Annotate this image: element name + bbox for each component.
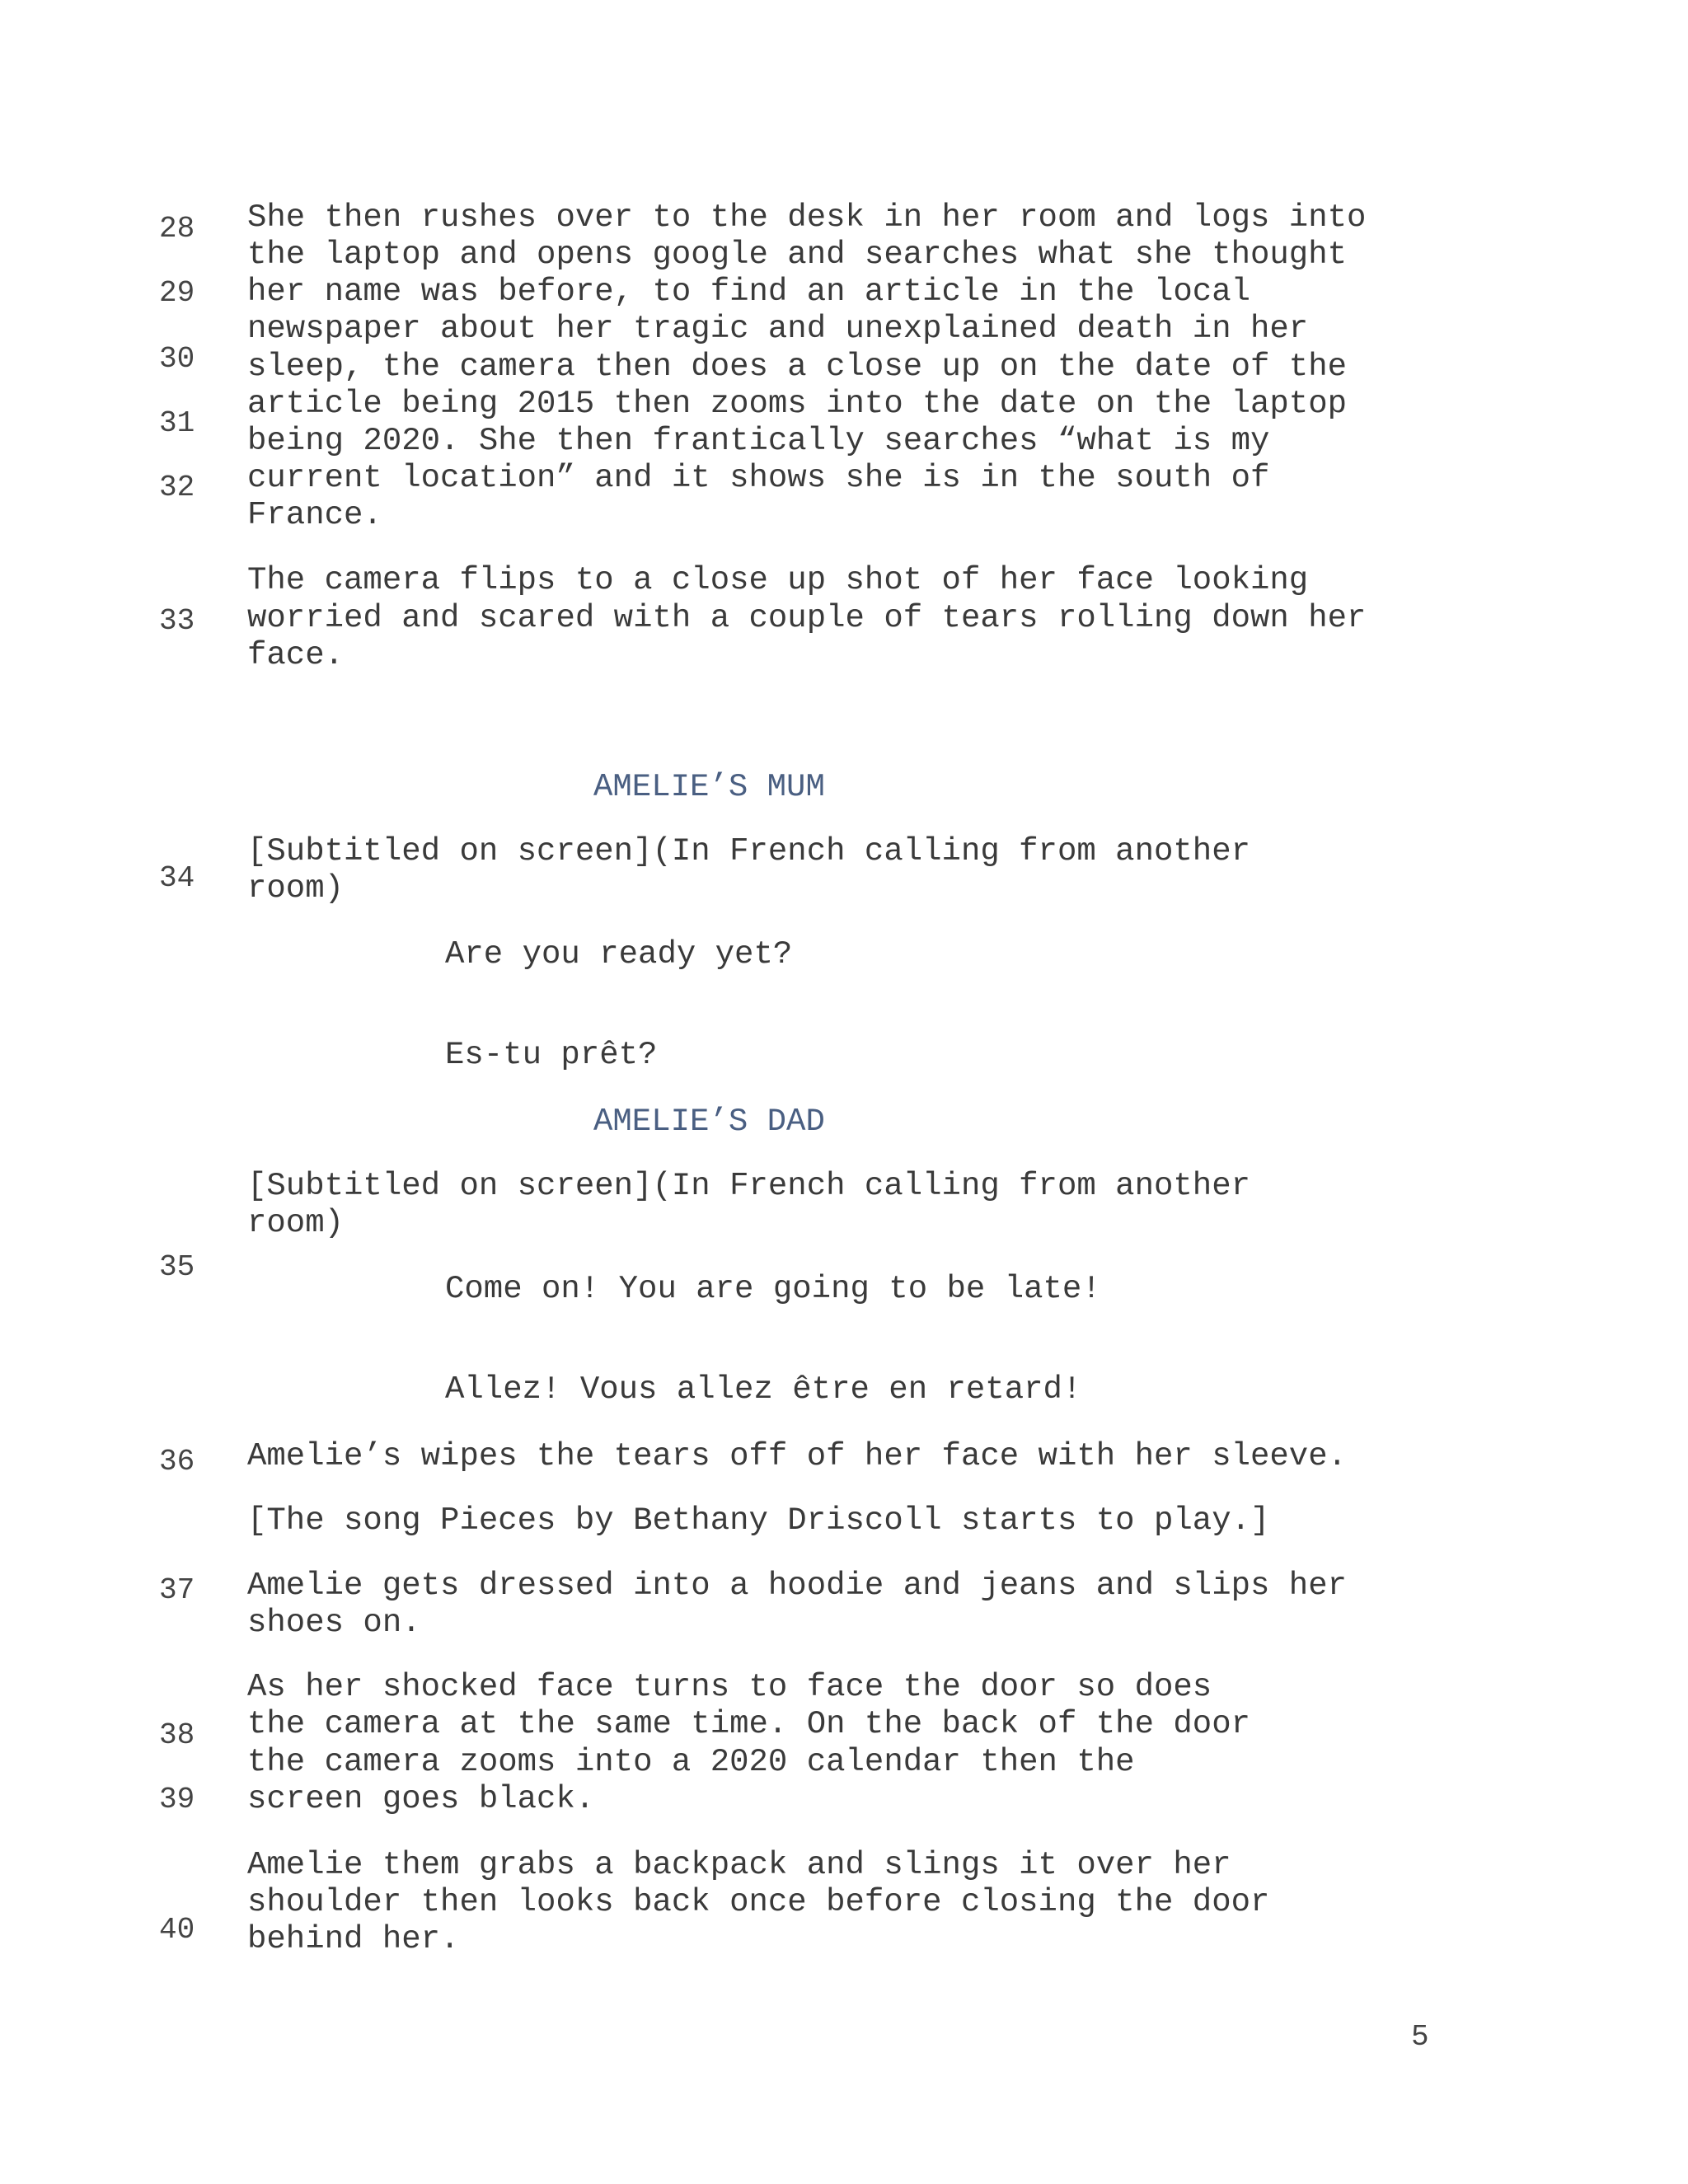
- text-line: [Subtitled on screen](In French calling from another: [247, 833, 1250, 869]
- line-number: 29: [159, 276, 195, 310]
- text-line: newspaper about her tragic and unexplained death in her: [247, 311, 1309, 347]
- text-line: article being 2015 then zooms into the date on the laptop: [247, 386, 1348, 422]
- line-number: 33: [159, 604, 195, 638]
- text-line: her name was before, to find an article in the local: [247, 274, 1250, 310]
- line-number: 28: [159, 212, 195, 246]
- line-number: 34: [159, 861, 195, 895]
- action-paragraph: Amelie’s wipes the tears off of her face with her sleeve.: [247, 1438, 1348, 1474]
- text-line: screen goes black.: [247, 1781, 595, 1817]
- line-number: 36: [159, 1445, 195, 1479]
- text-line: the camera zooms into a 2020 calendar then the: [247, 1744, 1135, 1780]
- text-line: Amelie them grabs a backpack and slings it over her: [247, 1847, 1231, 1883]
- character-name: AMELIE’S MUM: [593, 769, 825, 805]
- text-line: [Subtitled on screen](In French calling from another: [247, 1168, 1250, 1204]
- line-number: 30: [159, 342, 195, 376]
- line-number: 37: [159, 1573, 195, 1607]
- text-line: worried and scared with a couple of tears rolling down her: [247, 600, 1367, 636]
- text-line: being 2020. She then frantically searches “what is my: [247, 423, 1270, 459]
- dialogue-line: Come on! You are going to be late!: [445, 1271, 1101, 1307]
- text-line: She then rushes over to the desk in her room and logs into: [247, 199, 1367, 236]
- text-line: shoes on.: [247, 1605, 421, 1641]
- dialogue-line: Are you ready yet?: [445, 936, 793, 972]
- text-line: the laptop and opens google and searches what she thought: [247, 237, 1348, 273]
- text-line: room): [247, 1205, 345, 1241]
- dialogue-line: Es-tu prêt?: [445, 1037, 658, 1073]
- dialogue-line: Allez! Vous allez être en retard!: [445, 1371, 1082, 1408]
- action-paragraph: [The song Pieces by Bethany Driscoll starts to play.]: [247, 1502, 1270, 1539]
- text-line: sleep, the camera then does a close up on the date of the: [247, 349, 1348, 385]
- text-line: current location” and it shows she is in the south of: [247, 460, 1270, 496]
- page-number: 5: [1411, 2020, 1429, 2054]
- text-line: shoulder then looks back once before closing the door: [247, 1884, 1270, 1920]
- text-line: Amelie gets dressed into a hoodie and jeans and slips her: [247, 1568, 1348, 1604]
- line-number: 40: [159, 1913, 195, 1947]
- text-line: As her shocked face turns to face the door so does: [247, 1669, 1212, 1705]
- character-name: AMELIE’S DAD: [593, 1104, 825, 1140]
- text-line: face.: [247, 637, 345, 673]
- text-line: France.: [247, 497, 382, 533]
- line-number: 38: [159, 1718, 195, 1752]
- line-number: 35: [159, 1250, 195, 1284]
- text-line: the camera at the same time. On the back of the door: [247, 1706, 1250, 1742]
- line-number: 31: [159, 406, 195, 440]
- text-line: room): [247, 870, 345, 907]
- line-number: 32: [159, 471, 195, 504]
- text-line: The camera flips to a close up shot of her face looking: [247, 562, 1309, 598]
- text-line: behind her.: [247, 1921, 460, 1957]
- line-number: 39: [159, 1783, 195, 1816]
